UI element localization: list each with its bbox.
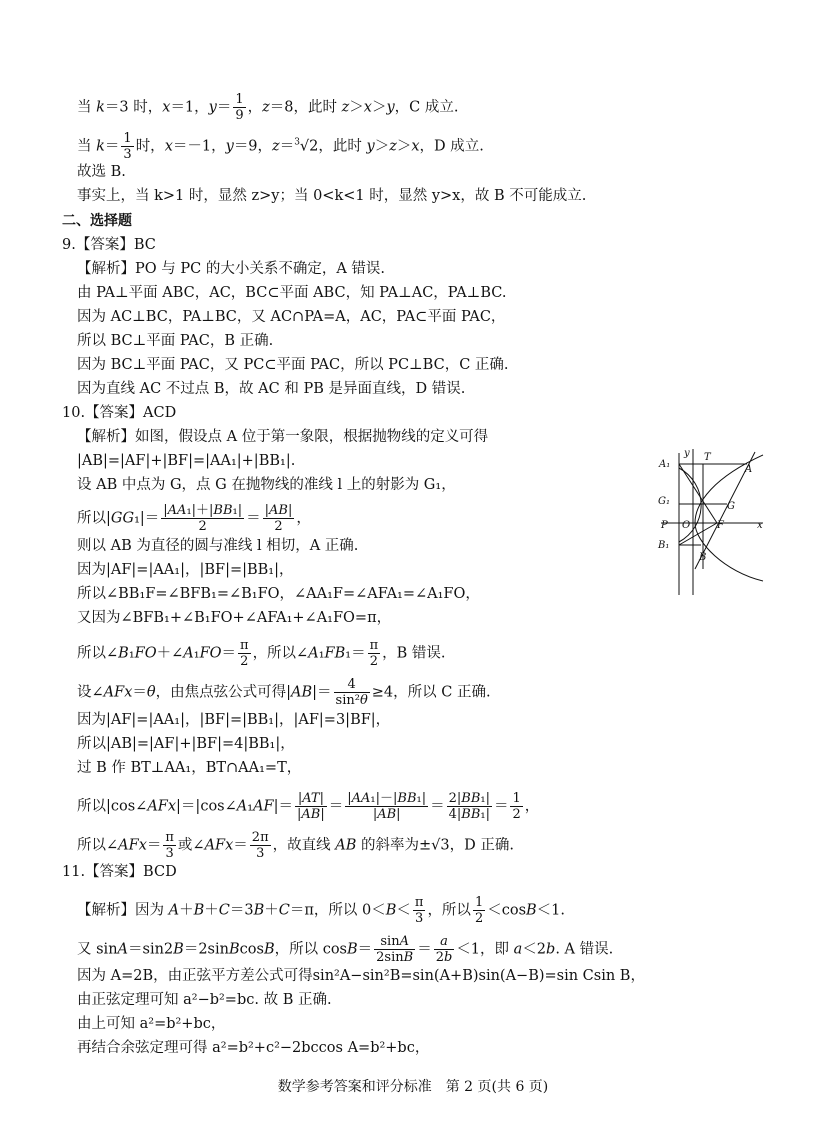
line-11-4: 由正弦定理可知 a²−b²=bc. 故 B 正确. xyxy=(77,992,332,1008)
label-g: G xyxy=(727,501,735,512)
label-t: T xyxy=(704,452,711,463)
line-k3: 当 k＝3 时，x＝1，y＝ $\frac{1}{9}$ ，z＝8，此时 z＞x＞y，C 成立. xyxy=(77,92,459,123)
line-10-10: 设∠AFx＝θ，由焦点弦公式可得|AB|＝ $\frac{4}{\text{sin²θ}}$ ≥4，所以 C 正确. xyxy=(77,677,491,708)
line-choose-b: 故选 B. xyxy=(77,164,126,180)
line-9-6: 因为直线 AC 不过点 B，故 AC 和 PB 是异面直线，D 错误. xyxy=(77,381,466,397)
line-10-15: 所以∠AFx＝ $\frac{\pi}{3}$ 或∠AFx＝ $\frac{2\pi}{3}$ ，故直线 AB 的斜率为±√3，D 正确. xyxy=(77,830,514,861)
label-y: y xyxy=(684,448,690,459)
line-10-11: 因为|AF|=|AA₁|，|BF|=|BB₁|，|AF|=3|BF|， xyxy=(77,712,391,728)
line-11-5: 由上可知 a²=b²+bc， xyxy=(77,1016,226,1032)
parabola-figure xyxy=(655,447,765,595)
line-10-4: 所以|GG₁|＝ $\frac{\text{|AA₁|＋|BB₁|}}{2}$ ＝ $\frac{|AB|}{2}$ ， xyxy=(77,503,311,534)
line-9-3: 因为 AC⊥BC，PA⊥BC，又 AC∩PA=A，AC，PA⊂平面 PAC， xyxy=(77,309,506,325)
label-a: A xyxy=(745,464,753,475)
parabola-upper xyxy=(695,455,763,523)
line-10-2: |AB|=|AF|+|BF|=|AA₁|+|BB₁|. xyxy=(77,453,296,469)
line-11-2: 又 sinA＝sin2B＝2sinBcosB，所以 cosB＝ $\frac{\sin A}{2\sin B}$ ＝ $\frac{a}{2b}$ ＜1，即 a＜2b. A 错误. xyxy=(77,934,614,965)
label-b1: B₁ xyxy=(658,540,670,551)
label-p: P xyxy=(661,520,668,531)
line-10-7: 所以∠BB₁F=∠BFB₁=∠B₁FO，∠AA₁F=∠AFA₁=∠A₁FO， xyxy=(77,586,480,602)
label-f: F xyxy=(717,520,724,531)
answer-10: 10.【答案】ACD xyxy=(62,405,177,421)
line-fact: 事实上，当 k>1 时，显然 z>y；当 0<k<1 时，显然 y>x，故 B 不可能成立. xyxy=(77,188,587,204)
line-10-3: 设 AB 中点为 G，点 G 在抛物线的准线 l 上的射影为 G₁， xyxy=(77,477,456,493)
line-10-1: 【解析】如图，假设点 A 位于第一象限，根据抛物线的定义可得 xyxy=(77,429,489,445)
label-b: B xyxy=(699,552,707,563)
line-9-4: 所以 BC⊥平面 PAC，B 正确. xyxy=(77,333,274,349)
line-9-2: 由 PA⊥平面 ABC，AC，BC⊂平面 ABC，知 PA⊥AC，PA⊥BC. xyxy=(77,285,507,301)
label-o: O xyxy=(682,520,691,531)
answer-11: 11.【答案】BCD xyxy=(62,864,177,880)
line-9-1: 【解析】PO 与 PC 的大小关系不确定，A 错误. xyxy=(77,261,386,277)
line-10-9: 所以∠B₁FO＋∠A₁FO＝ $\frac{\pi}{2}$ ，所以∠A₁FB₁＝ $\frac{\pi}{2}$ ，B 错误. xyxy=(77,638,446,669)
line-11-6: 再结合余弦定理可得 a²=b²+c²−2bccos A=b²+bc， xyxy=(77,1040,430,1056)
line-a1f xyxy=(679,464,717,523)
label-g1: G₁ xyxy=(658,496,670,507)
line-10-12: 所以|AB|=|AF|+|BF|=4|BB₁|， xyxy=(77,736,295,752)
line-10-6: 因为|AF|=|AA₁|，|BF|=|BB₁|， xyxy=(77,562,294,578)
line-11-1: 【解析】因为 A＋B＋C＝3B＋C＝π，所以 0＜B＜ $\frac{\pi}{3}$ ，所以 $\frac{1}{2}$ ＜cosB＜1. xyxy=(77,895,566,926)
line-11-3: 因为 A=2B，由正弦平方差公式可得sin²A−sin²B=sin(A+B)sin(A−B)=sin Csin B， xyxy=(77,968,645,984)
line-9-5: 因为 BC⊥平面 PAC，又 PC⊂平面 PAC，所以 PC⊥BC，C 正确. xyxy=(77,357,509,373)
label-a1: A₁ xyxy=(659,459,671,470)
line-10-13: 过 B 作 BT⊥AA₁，BT∩AA₁=T， xyxy=(77,760,302,776)
section-heading: 二、选择题 xyxy=(62,213,132,229)
line-10-14: 所以|cos∠AFx|＝|cos∠A₁AF|＝ $\frac{|AT|}{|AB|}$ ＝ $\frac{\text{|AA₁|－|BB₁|}}{|AB|}$ ＝ $\frac{\text{2|BB₁|}}{\text{4|BB₁|}}$ ＝ $\frac{1}{2}$ ， xyxy=(77,791,540,822)
line-10-8: 又因为∠BFB₁+∠B₁FO+∠AFA₁+∠A₁FO=π， xyxy=(77,610,392,626)
line-k13: 当 k＝ $\frac{1}{3}$ 时，x＝－1，y＝9，z＝$^3$√2，此时 y＞z＞x，D 成立. xyxy=(77,131,484,162)
page-footer: 数学参考答案和评分标准 第 2 页(共 6 页) xyxy=(277,1079,549,1095)
line-10-5: 则以 AB 为直径的圆与准线 l 相切，A 正确. xyxy=(77,538,359,554)
answer-9: 9.【答案】BC xyxy=(62,237,156,253)
label-x: x xyxy=(757,520,763,531)
